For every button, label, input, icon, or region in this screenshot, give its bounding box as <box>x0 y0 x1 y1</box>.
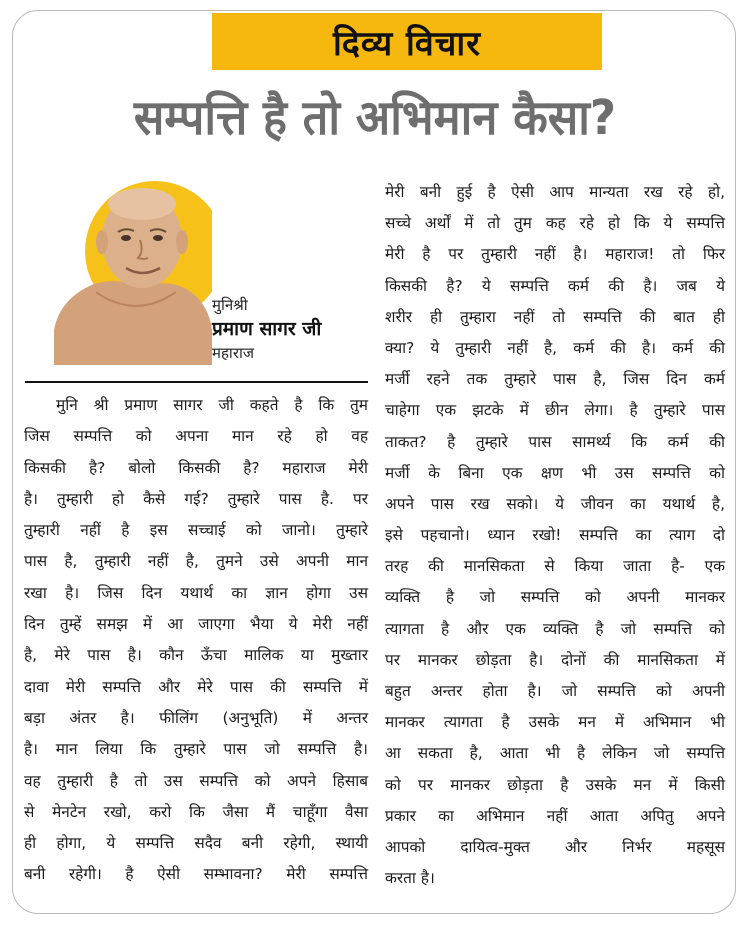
text-line: किसकी है? ये सम्पत्ति कर्म की है। जब ये <box>385 276 725 295</box>
author-name: प्रमाण सागर जी <box>212 318 322 340</box>
text-line: पर मानकर छोड़ता है। दोनों की मानसिकता में <box>385 650 725 669</box>
text-line: मानकर त्यागता है उसके मन में अभिमान भी <box>385 713 725 732</box>
text-line: मर्जी के बिना एक क्षण भी उस सम्पत्ति को <box>385 463 725 482</box>
text-line: व्यक्ति है जो सम्पत्ति को अपनी मानकर <box>385 588 725 607</box>
text-line: प्रकार का अभिमान नहीं आता अपितु अपने <box>385 806 725 825</box>
text-line: तुम्हारी नहीं है इस सच्चाई को जानो। तुम्हारे <box>24 521 368 540</box>
author-suffix: महाराज <box>212 344 254 362</box>
text-line: पास है, तुम्हारी नहीं है, तुमने उसे अपनी मान <box>24 552 368 571</box>
article-right-column <box>385 177 725 894</box>
text-line: रखा है। जिस दिन यथार्थ का ज्ञान होगा उस <box>24 583 368 602</box>
text-line: त्यागता है और एक व्यक्ति है जो सम्पत्ति को <box>385 619 725 638</box>
text-line: बनी रहेगी। है ऐसी सम्भावना? मेरी सम्पत्ति <box>24 865 368 884</box>
text-line: आपको दायित्व-मुक्त और निर्भर महसूस <box>385 837 725 856</box>
text-line: मेरी बनी हुई है ऐसी आप मान्यता रख रहे हो, <box>385 183 725 201</box>
text-line: शरीर ही तुम्हारा नहीं तो सम्पत्ति की बात ही <box>385 307 725 326</box>
text-line: से मेनटेन रखो, करो कि जैसा मैं चाहूँगा वैसा <box>24 802 368 821</box>
text-line: बड़ा अंतर है। फीलिंग (अनुभूति) में अन्तर <box>24 708 368 727</box>
text-line: ही होगा, ये सम्पत्ति सदैव बनी रहेगी, स्थायी <box>24 834 368 853</box>
text-line: बहुत अन्तर होता है। जो सम्पत्ति को अपनी <box>385 682 725 700</box>
text-line: तरह की मानसिकता से किया जाता है- एक <box>385 557 725 576</box>
text-line: क्या? ये तुम्हारी नहीं है, कर्म की है। कर्म की <box>385 338 725 357</box>
text-line: चाहेगा एक झटके में छीन लेगा। है तुम्हारे पास <box>385 401 725 420</box>
text-line: को पर मानकर छोड़ता है उसके मन में किसी <box>385 775 725 794</box>
article-left-column <box>24 390 368 891</box>
text-line: मुनि श्री प्रमाण सागर जी कहते है कि तुम <box>56 396 368 414</box>
text-line: जिस सम्पत्ति को अपना मान रहे हो वह <box>24 427 368 446</box>
text-line: मेरी है पर तुम्हारी नहीं है। महाराज! तो फिर <box>385 245 725 264</box>
text-line: दावा मेरी सम्पत्ति और मेरे पास की सम्पत्ति में <box>24 677 368 696</box>
text-line: मर्जी रहने तक तुम्हारे पास है, जिस दिन कर्म <box>385 370 725 389</box>
text-line: दिन तुम्हें समझ में आ जाएगा भैया ये मेरी नहीं <box>24 615 368 634</box>
section-label: दिव्य विचार <box>332 23 482 64</box>
section-banner <box>212 13 602 70</box>
text-line: है। मान लिया कि तुम्हारे पास जो सम्पत्ति है। <box>24 740 368 759</box>
author-byline <box>212 293 321 365</box>
text-line: करता है। <box>385 869 435 888</box>
text-line: है, मेरे पास है। कौन ऊँचा मालिक या मुख्तार <box>24 646 368 665</box>
author-prefix: मुनिश्री <box>212 296 248 314</box>
text-line: वह तुम्हारी है तो उस सम्पत्ति को अपने हिसाब <box>24 771 368 790</box>
text-line: ताकत? है तुम्हारे पास सामर्थ्य कि कर्म की <box>385 432 725 451</box>
text-line: है। तुम्हारी हो कैसे गई? तुम्हारे पास है. पर <box>24 489 368 508</box>
text-line: अपने पास रख सको। ये जीवन का यथार्थ है, <box>385 494 725 513</box>
text-line: आ सकता है, आता भी है लेकिन जो सम्पत्ति <box>385 744 725 763</box>
text-line: इसे पहचानो। ध्यान रखो! सम्पत्ति का त्याग दो <box>385 526 725 545</box>
headline: सम्पत्ति है तो अभिमान कैसा? <box>133 90 617 146</box>
byline-divider <box>25 381 368 383</box>
author-portrait <box>52 180 212 365</box>
text-line: सच्चे अर्थों में तो तुम कह रहे हो कि ये सम्पत्ति <box>385 214 725 233</box>
text-line: किसकी है? बोलो किसकी है? महाराज मेरी <box>24 458 368 477</box>
portrait-shoulders <box>54 281 212 365</box>
